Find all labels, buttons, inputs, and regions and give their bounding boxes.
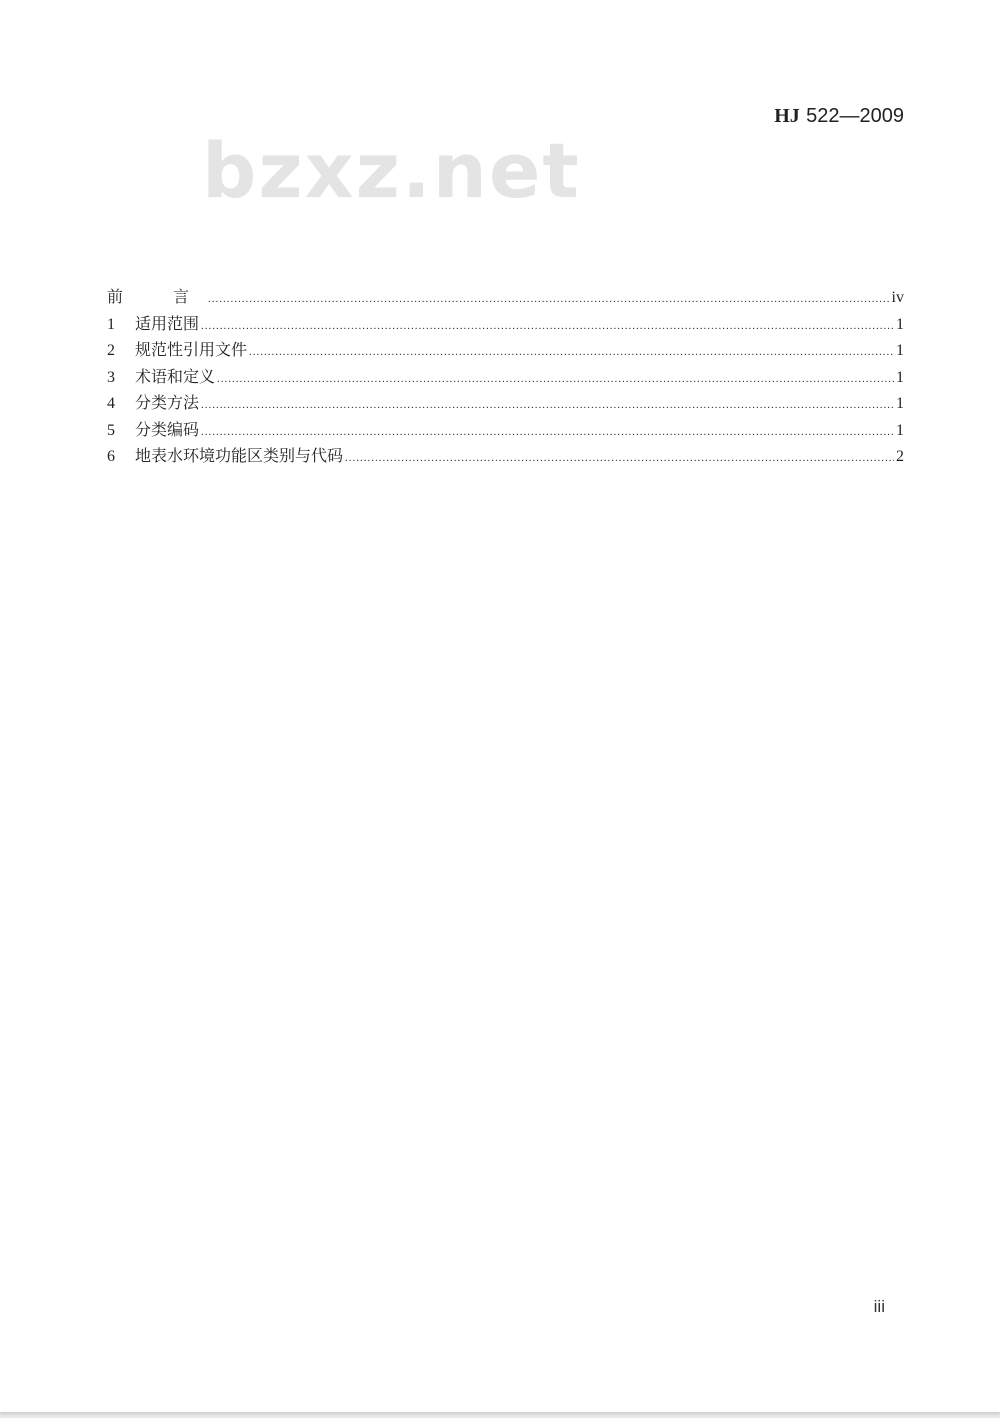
table-of-contents: [107, 285, 904, 471]
toc-entry-title: 术语和定义: [135, 368, 216, 386]
toc-entry-page: 1: [896, 368, 904, 386]
toc-entry-number: 2: [107, 342, 115, 359]
toc-entry-page: 1: [896, 315, 904, 333]
toc-entry-number: 4: [107, 395, 115, 412]
toc-entry-page: 2: [896, 448, 904, 465]
toc-leader-dots: [201, 313, 894, 340]
toc-entry-title: 分类编码: [135, 421, 200, 439]
toc-entry-title: 规范性引用文件: [135, 342, 248, 359]
standard-number: 522—2009: [806, 105, 904, 127]
toc-entry-3[interactable]: [107, 365, 904, 392]
toc-entry-number: 3: [107, 368, 115, 386]
watermark: bzxz.net: [202, 126, 581, 215]
page-number: iii: [873, 1297, 885, 1316]
toc-entry-page: iv: [891, 289, 904, 306]
toc-entry-5[interactable]: [107, 418, 904, 445]
toc-entry-title: 适用范围: [135, 315, 200, 333]
toc-entry-number: 5: [107, 421, 115, 439]
toc-entry-number: 1: [107, 315, 115, 333]
toc-entry-title: 前 言: [107, 289, 207, 306]
toc-entry-number: 6: [107, 448, 115, 465]
toc-entry-2[interactable]: [107, 338, 904, 365]
toc-leader-dots: [345, 445, 894, 472]
toc-entry-1[interactable]: [107, 312, 904, 339]
toc-leader-dots: [217, 366, 894, 393]
toc-leader-dots: [249, 339, 894, 366]
toc-leader-dots: [201, 419, 894, 446]
toc-leader-dots: [201, 392, 894, 419]
standard-code: [774, 102, 904, 129]
toc-leader-dots: [208, 286, 890, 313]
standard-prefix: HJ: [774, 105, 800, 127]
toc-entry-title: 地表水环境功能区类别与代码: [135, 448, 344, 465]
toc-entry-6[interactable]: [107, 444, 904, 471]
toc-entry-page: 1: [896, 342, 904, 359]
toc-entry-page: 1: [896, 421, 904, 439]
toc-entry-title: 分类方法: [135, 395, 200, 412]
toc-entry-4[interactable]: [107, 391, 904, 418]
toc-entry-foreword[interactable]: [107, 285, 904, 312]
toc-entry-page: 1: [896, 395, 904, 412]
